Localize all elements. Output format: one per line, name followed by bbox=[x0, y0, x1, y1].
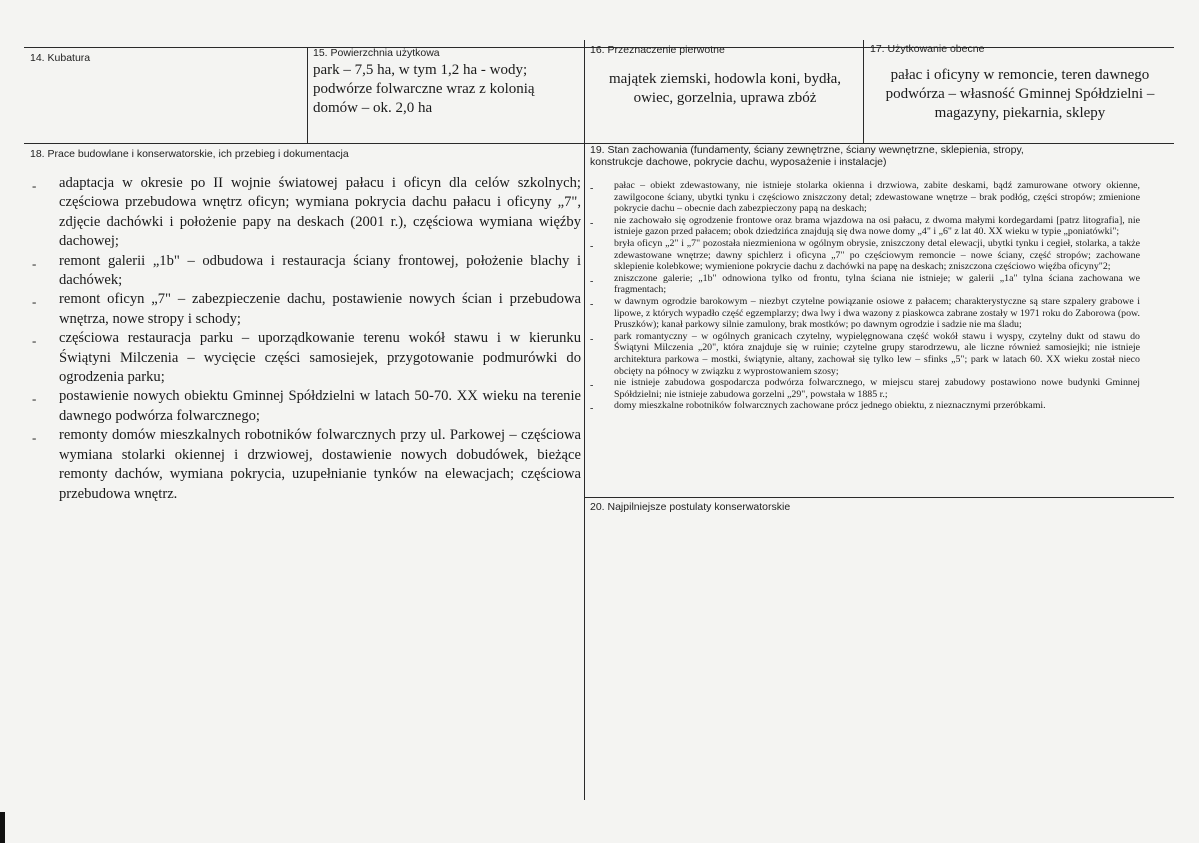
field-14-label: 14. Kubatura bbox=[30, 52, 91, 64]
field-18-label: 18. Prace budowlane i konserwatorskie, ich przebieg i dokumentacja bbox=[30, 148, 349, 160]
col-divider-16-17 bbox=[863, 40, 864, 143]
field-19-item: - park romantyczny – w ogólnych granicach czytelny, wypielęgnowana część wokół stawu i wyspy, czytelny dukt od stawu do Świątyni Milczenia „20", która znajduje się w ruinie; czytelne grupy starodrzewu, ale liczne również samosiejki; nie istnieje architektura parkowa – mostki, świątynie, altany, zachował się tylko lew – sfinks „5"; park w latach 60. XX wieku został nieco obcięty na północy w związku z wyprostowaniem szosy; bbox=[590, 331, 1140, 377]
field-19-item: - nie zachowało się ogrodzenie frontowe oraz brama wjazdowa na osi pałacu, z dwoma małymi kordegardami [patrz litografia], nie istnieje gazon przed pałacem; obok dziedzińca znajdują się dwa nowe domy „4" i „6" z lat 40. XX wieku w typie „poniatówki"; bbox=[590, 215, 1140, 238]
col-divider-14-15 bbox=[307, 47, 308, 143]
field-16-label: 16. Przeznaczenie pierwotne bbox=[590, 44, 725, 56]
field-18-list bbox=[36, 174, 581, 504]
field-15-value: park – 7,5 ha, w tym 1,2 ha - wody; podwórze folwarczne wraz z kolonią domów – ok. 2,0 ha bbox=[313, 62, 535, 116]
col-divider-main bbox=[584, 40, 585, 800]
field20-top-border bbox=[584, 497, 1174, 498]
field-18-item: - adaptacja w okresie po II wojnie światowej pałacu i oficyn dla celów szkolnych; częściowa przebudowa wnętrz oficyn; wymiana pokrycia dachu pałacu i oficyny „7", zdjęcie dachówki i położenie papy na deskach (2001 r.), częściowa wymiana więźby dachowej; bbox=[36, 174, 581, 252]
field-17-value: pałac i oficyny w remoncie, teren dawnego podwórza – własność Gminnej Spółdzielni – magazyny, piekarnia, sklepy bbox=[885, 67, 1155, 121]
field-19-item: - zniszczone galerie; „1b" odnowiona tylko od frontu, tylna ściana nie istnieje; w galerii „1a" tylna ściana zachowana we fragmentach; bbox=[590, 273, 1140, 296]
field-19-item: - bryła oficyn „2" i „7" pozostała niezmieniona w ogólnym obrysie, zniszczony detal elewacji, ubytki tynku i cegieł, stolarka, a także zdewastowane wnętrze; dawny spichlerz i oficyna „7" po częściowym remoncie – nowe ściany, część stropów; zachowane sklepienie kolebkowe; wymienione pokrycie dachu z dachówki na papę na deskach; zniszczona częściowo więźba oficyny"2; bbox=[590, 238, 1140, 273]
field-19-label-line2: konstrukcje dachowe, pokrycie dachu, wyposażenie i instalacje) bbox=[590, 156, 887, 168]
field-18-item: - remonty domów mieszkalnych robotników folwarcznych przy ul. Parkowej – częściowa wymiana stolarki okiennej i drzwiowej, dostawienie nowych dobudówek, bieżące remonty dachów, wymiana pokrycia, uzupełnianie tynków na elewacjach; częściowa przebudowa wnętrz. bbox=[36, 426, 581, 504]
field-18-item: - remont galerii „1b" – odbudowa i restauracja ściany frontowej, położenie blachy i dachówek; bbox=[36, 252, 581, 291]
field-17-label: 17. Użytkowanie obecne bbox=[870, 43, 985, 55]
field-19-item: - domy mieszkalne robotników folwarcznych zachowane prócz jednego obiektu, z nieznacznymi przeróbkami. bbox=[590, 400, 1140, 412]
field-20-label: 20. Najpilniejsze postulaty konserwatorskie bbox=[590, 501, 791, 513]
field-18-item: - postawienie nowych obiektu Gminnej Spółdzielni w latach 50-70. XX wieku na terenie dawnego podwórza folwarcznego; bbox=[36, 387, 581, 426]
field-18-item: - remont oficyn „7" – zabezpieczenie dachu, postawienie nowych ścian i przebudowa wnętrza, nowe stropy i schody; bbox=[36, 290, 581, 329]
field-16-value: majątek ziemski, hodowla koni, bydła, owiec, gorzelnia, uprawa zbóż bbox=[608, 71, 842, 106]
field-19-item: - w dawnym ogrodzie barokowym – niezbyt czytelne powiązanie osiowe z pałacem; charakterystyczne są stare szpalery grabowe i lipowe, z których wypadło część egzemplarzy; dwa lwy i dwa wazony z piaskowca zabrane zostały w 1971 roku do Zaborowa (pow. Pruszków); kanał parkowy silnie zamulony, brak mostków; po dawnym ogrodzie i sadzie nie ma śladu; bbox=[590, 296, 1140, 331]
field-18-item: - częściowa restauracja parku – uporządkowanie terenu wokół stawu i w kierunku Świątyni Milczenia – wycięcie części samosiejek, przygotowanie podmurówki do ogrodzenia parku; bbox=[36, 329, 581, 387]
field-19-item: - pałac – obiekt zdewastowany, nie istnieje stolarka okienna i drzwiowa, zabite deskami, bądź zamurowane otwory okienne, zawilgocone ściany, ubytki tynku i częściowo zniszczony detal; zdewastowane wnętrze – brak podłóg, części stropów; zmienione pokrycie dachu – obecnie dach zabezpieczony papą na deskach; bbox=[590, 180, 1140, 215]
scan-edge-mark bbox=[0, 812, 5, 843]
field-19-label-line1: 19. Stan zachowania (fundamenty, ściany zewnętrzne, ściany wewnętrzne, sklepienia, stropy, bbox=[590, 144, 1024, 156]
field-15-label: 15. Powierzchnia użytkowa bbox=[313, 47, 440, 59]
field-19-list bbox=[590, 180, 1140, 412]
field-19-item: - nie istnieje zabudowa gospodarcza podwórza folwarcznego, w miejscu starej zabudowy postawiono nowe budynki Gminnej Spółdzielni; nie istnieje zabudowa gorzelni „29", powstała w 1885 r.; bbox=[590, 377, 1140, 400]
